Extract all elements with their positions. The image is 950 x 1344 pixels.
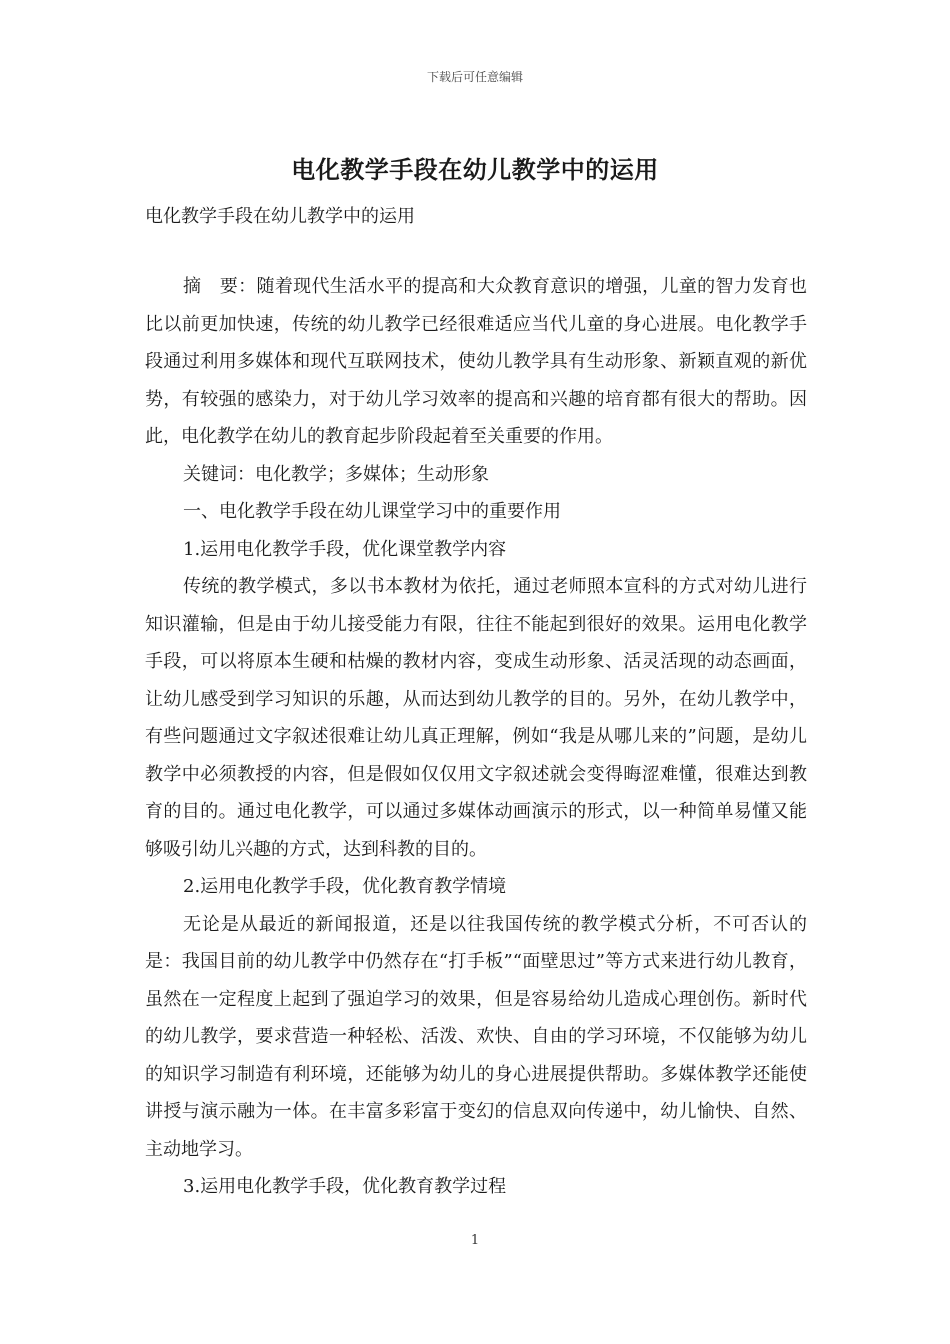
keywords-line: 关键词：电化教学；多媒体；生动形象: [183, 463, 489, 485]
body-paragraph-1: 传统的教学模式，多以书本教材为依托，通过老师照本宣科的方式对幼儿进行知识灌输，但是由于幼儿接受能力有限，往往不能起到很好的效果。运用电化教学手段，可以将原本生硬和枯燥的教材内容，变成生动形象、活灵活现的动态画面，让幼儿感受到学习知识的乐趣，从而达到幼儿教学的目的。另外，在幼儿教学中，有些问题通过文字叙述很难让幼儿真正理解，例如“我是从哪儿来的”问题，是幼儿教学中必须教授的内容，但是假如仅仅用文字叙述就会变得晦涩难懂，很难达到教育的目的。通过电化教学，可以通过多媒体动画演示的形式，以一种简单易懂又能够吸引幼儿兴趣的方式，达到科教的目的。: [145, 576, 807, 860]
subsection-heading-1: 1.运用电化教学手段，优化课堂教学内容: [183, 538, 507, 560]
page-header-note: 下载后可任意编辑: [426, 70, 523, 84]
subsection-heading-3: 3.运用电化教学手段，优化教育教学过程: [183, 1176, 507, 1197]
section-heading-1: 一、电化教学手段在幼儿课堂学习中的重要作用: [183, 501, 561, 522]
document-body: [145, 268, 807, 1206]
document-subtitle: 电化教学手段在幼儿教学中的运用: [145, 206, 415, 227]
page-number: 1: [470, 1233, 480, 1248]
abstract-paragraph: 摘 要：随着现代生活水平的提高和大众教育意识的增强，儿童的智力发育也比以前更加快速，传统的幼儿教学已经很难适应当代儿童的身心进展。电化教学手段通过利用多媒体和现代互联网技术，使幼儿教学具有生动形象、新颖直观的新优势，有较强的感染力，对于幼儿学习效率的提高和兴趣的培育都有很大的帮助。因此，电化教学在幼儿的教育起步阶段起着至关重要的作用。: [145, 276, 807, 447]
document-title: 电化教学手段在幼儿教学中的运用: [291, 155, 659, 184]
subsection-heading-2: 2.运用电化教学手段，优化教育教学情境: [183, 876, 507, 897]
body-paragraph-2: 无论是从最近的新闻报道，还是以往我国传统的教学模式分析，不可否认的是：我国目前的幼儿教学中仍然存在“打手板”“面壁思过”等方式来进行幼儿教育，虽然在一定程度上起到了强迫学习的效果，但是容易给幼儿造成心理创伤。新时代的幼儿教学，要求营造一种轻松、活泼、欢快、自由的学习环境，不仅能够为幼儿的知识学习制造有利环境，还能够为幼儿的身心进展提供帮助。多媒体教学还能使讲授与演示融为一体。在丰富多彩富于变幻的信息双向传递中，幼儿愉快、自然、主动地学习。: [145, 913, 807, 1160]
